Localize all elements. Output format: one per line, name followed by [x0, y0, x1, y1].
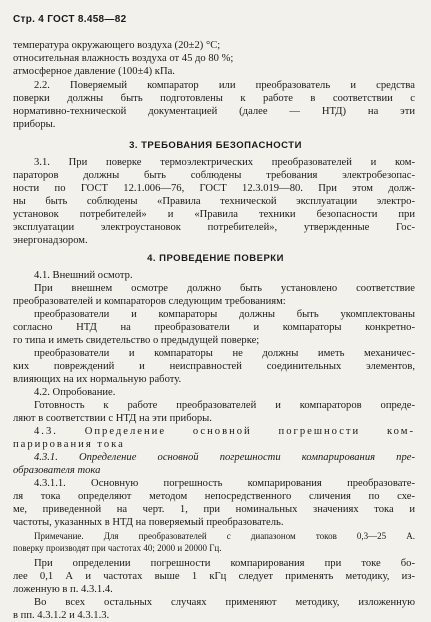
text-line: нормативно-технической документацией (далее — НТД) на эти — [13, 106, 415, 117]
text-line: 4.3.1. Определение основной погрешности компарирования пре- — [34, 452, 415, 463]
text-line: лее 0,1 А и частотах выше 1 кГц следует применять методику, из- — [13, 571, 415, 582]
note-line: Примечание. Для преобразователей с диапазоном токов 0,3—25 А. — [34, 531, 415, 541]
text-line: ности по ГОСТ 12.1.006—76, ГОСТ 12.3.019—80. При этом долж- — [13, 183, 415, 194]
text-line: 4.3.1.1. Основную погрешность компарирования преобразовате- — [34, 478, 415, 489]
text-line: атмосферное давление (100±4) кПа. — [13, 66, 175, 77]
text-line: При определении погрешности компарирования при токе бо- — [34, 558, 415, 569]
text-line: преобразователей и компараторов следующим требованиям: — [13, 296, 286, 307]
text-line: установок потребителей» и «Правила техники безопасности при — [13, 209, 415, 220]
text-line: влияющих на их нормальную работу. — [13, 374, 182, 385]
text-line: эксплуатации электроустановок потребителей», утвержденные Гос- — [13, 222, 415, 233]
text-line: ляют в соответствии с НТД на эти приборы. — [13, 413, 212, 424]
text-line: приборы. — [13, 119, 56, 130]
text-line: го типа и иметь свидетельство о предыдущей поверке; — [13, 335, 260, 346]
text-line: 2.2. Поверяемый компаратор или преобразователь и средства — [34, 80, 415, 91]
text-line: относительная влажность воздуха от 45 до 80 %; — [13, 53, 234, 64]
note-line: поверку производят при частотах 40; 2000 и 20000 Гц. — [13, 543, 222, 553]
text-line: 4.2. Опробование. — [34, 387, 116, 398]
text-line: ложенную в п. 4.3.1.4. — [13, 584, 113, 595]
section-heading: 4. ПРОВЕДЕНИЕ ПОВЕРКИ — [147, 253, 284, 264]
text-line: параторов должны быть соблюдены требования электробезопас- — [13, 170, 415, 181]
text-line: ля тока определяют методом непосредственного сличения по схе- — [13, 491, 415, 502]
text-line: ме, приведенной на черт. 1, при номинальных значениях тока и — [13, 504, 415, 515]
text-line: парирования тока — [13, 439, 125, 450]
text-line: 3.1. При поверке термоэлектрических преобразователей и ком- — [34, 157, 415, 168]
text-line: Во всех остальных случаях применяют методику, изложенную — [34, 597, 415, 608]
text-line: преобразователи и компараторы должны быть укомплектованы — [34, 309, 415, 320]
text-line: согласно НТД на преобразователи и компараторы конкретно- — [13, 322, 415, 333]
text-line: ких повреждений и неисправностей соединительных элементов, — [13, 361, 415, 372]
text-line: преобразователи и компараторы не должны иметь механичес- — [34, 348, 415, 359]
text-line: в пп. 4.3.1.2 и 4.3.1.3. — [13, 610, 110, 621]
text-line: Готовность к работе преобразователей и компараторов опреде- — [34, 400, 415, 411]
text-line: частоты, указанных в НТД на поверяемый преобразователь. — [13, 517, 284, 528]
text-line: температура окружающего воздуха (20±2) °С; — [13, 40, 221, 51]
text-line: образователя тока — [13, 465, 101, 476]
text-line: поверки должны быть подготовлены к работе в соответствии с — [13, 93, 415, 104]
text-line: 4.3. Определение основной погрешности ком- — [34, 426, 415, 437]
text-line: энергонадзором. — [13, 235, 88, 246]
text-line: ны быть соблюдены «Правила технической эксплуатации электро- — [13, 196, 415, 207]
text-line: 4.1. Внешний осмотр. — [34, 270, 133, 281]
page-header: Стр. 4 ГОСТ 8.458—82 — [13, 14, 127, 25]
section-heading: 3. ТРЕБОВАНИЯ БЕЗОПАСНОСТИ — [129, 140, 302, 151]
text-line: При внешнем осмотре должно быть установлено соответствие — [34, 283, 415, 294]
